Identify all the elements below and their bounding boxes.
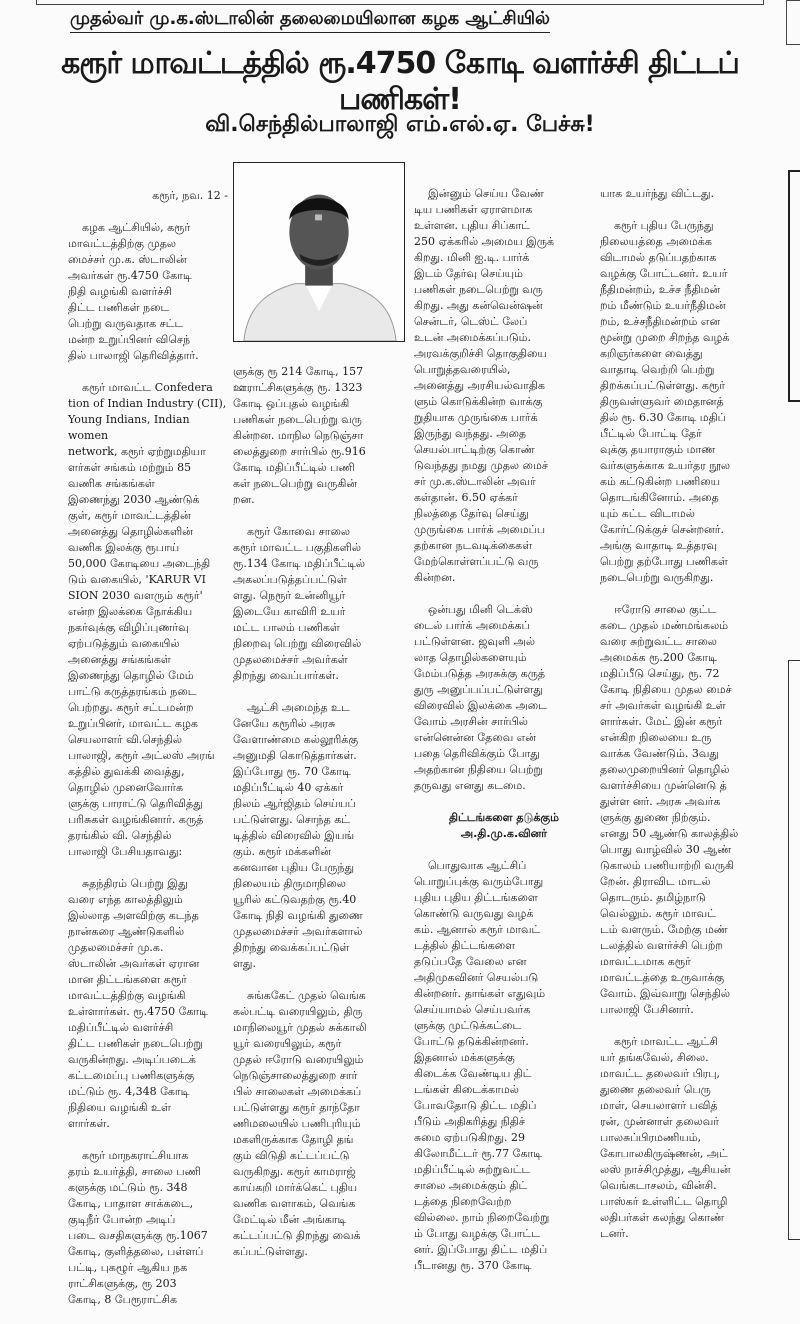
paragraph: இன்னும் செய்ய வேண் டிய பணிகள் ஏராளமாக உள்ளன. புதிய சிப்காட் 250 ஏக்கரில் அமைய இருக் கிறது. மினி ஐ.டி. பார்க் இடம் தேர்வு செய்யும் பணிகள் நடைபெற்று வரு கிறது. அது கன்வென்ஷன் சென்டர், டெஸ்ட் லேப் உடன் அமைக்கப்படும். அரவக்குறிச்சி தொகுதியை பொறுத்தவரையில், அனைத்து அரசியல்வாதிக ளும் கொடுக்கின்ற வாக்கு றுதியாக முருங்கை பார்க் இருந்து வந்தது. அதை செயல்பாட்டிற்கு கொண் டுவந்தது நமது முதல மைச் சர் மு.க.ஸ்டாலின் அவர் கள்தான். 6.50 ஏக்கர் நிலத்தை தேர்வு செய்து முருங்கை பார்க் அமைப்ப தற்கான நடவடிக்கைகள் மேற்கொள்ளப்பட்டு வரு கின்றன. xyxy=(414,187,555,584)
article-column-1 xyxy=(68,172,228,1324)
section-subheading: திட்டங்களை தடுக்கும் அ.தி.மு.க.வினர் xyxy=(449,811,559,840)
paragraph: ஈரோடு சாலை குட்ட கடை முதல் மண்மங்கலம் வரை சுற்றுவட்ட சாலை அமைக்க ரூ.200 கோடி மதிப்பீடு செய்து, ரூ. 72 கோடி நிதியை முதல மைச் சர் அவர்கள் வழங்கி உள் ளார்கள். மேட் இன் கரூர் என்கிற நிலையை உரு வாக்க வேண்டும். 3வது தலைமுறையினர் தொழில் வளர்ச்சியை முன்னெடு த் துள்ள னர். அரசு அவர்க ளுக்கு துணை நிற்கும். எனது 50 ஆண்டு காலத்தில் பொது வாழ்வில் 30 ஆண் டுகாலம் பணியாற்றி வருகி றேன். திராவிட மாடல் தொடரும். தமிழ்நாடு வெல்லும். கரூர் மாவட் டம் வளரும். மேற்கு மண் டலத்தில் வளர்ச்சி பெற்ற மாவட்டமாக கரூர் மாவட்டத்தை உருவாக்கு வோம். இவ்வாறு செந்தில் பாலாஜி பேசினார். xyxy=(600,603,739,1016)
paragraph: ஆட்சி அமைந்த உட னேயே கரூரில் அரசு வேளாண்மை கல்லூரிக்கு அனுமதி கொடுத்தார்கள். இப்போது ரூ. 70 கோடி மதிப்பீட்டில் 40 ஏக்கர் நிலம் ஆர்ஜிதம் செய்யப் பட்டுள்ளது. சொந்த கட் டித்தில் விரைவில் இயங் கும். கரூர் மக்களின் கனவான புதிய பேருந்து நிலையம் திருமாநிலை யூரில் கட்டுவதற்கு ரூ.40 கோடி நிதி வழங்கி துணை முதலமைச்சர் அவர்களால் திறந்து வைக்கப்பட்டுள் ளது. xyxy=(233,701,363,970)
paragraph: ளுக்கு ரூ 214 கோடி, 157 ஊராட்சிகளுக்கு ரூ. 1323 கோடி ஒப்புதல் வழங்கி பணிகள் நடைபெற்று வரு கின்றன. மாநில நெடுஞ்சா லைத்துறை சார்பில் ரூ.916 கோடி மதிப்பீட்டில் பணி கள் நடைபெற்று வருகின் றன. xyxy=(233,365,366,506)
paragraph: சுங்ககேட் முதல் வெங்க கல்பட்டி வரையிலும், திரு மாநிலையூர் முதல் சுக்காலி யூர் வரையிலும், கரூர் முதல் ஈரோடு வரையிலும் நெடுஞ்சாலைத்துறை சார் பில் சாலைகள் அமைக்கப் பட்டுள்ளது கரூர் தாந்தோ ணிமலையில் பணிபுரியும் மகளிருக்காக தோழி தங் கும் விடுதி கட்டப்பட்டு வருகிறது. கரூர் காமராஜ் காய்கறி மார்க்கெட் புதிய வணிக வளாகம், வெங்க மேட்டில் மீன் அங்காடி கட்டப்பட்டு திறந்து வைக் கப்பட்டுள்ளது. xyxy=(233,989,367,1258)
paragraph: கரூர் மாவட்ட Confedera tion of Indian Industry (CII), Young Indians, Indian women network, கரூர் ஏற்றுமதியா ளர்கள் சங்கம் மற்றும் 85 வணிக சங்கங்கள் இணைந்து 2030 ஆண்டுக் குள், கரூர் மாவட்டத்தின் அனைத்து தொழில்களின் வணிக இலக்கு ரூபாய் 50,000 கோடியை அடைந்தி டும் வகையில், 'KARUR VI SION 2030 வளரும் கரூர்' என்ற இலக்கை நோக்கிய நகர்வுக்கு விழிப்புணர்வு ஏற்படுத்தும் வகையில் அனைத்து சங்கங்கள் இணைந்து தொழில் மேம் பாட்டு கருத்தரங்கம் நடை பெற்றது. கரூர் சட்டமன்ற உறுப்பினர், மாவட்ட கழக செயலாளர் வி.செந்தில் பாலாஜி, கரூர் அட்லஸ் அரங் கத்தில் துவக்கி வைத்து, தொழில் முனைவோர்க ளுக்கு பாராட்டு தெரிவித்து பரிசுகள் வழங்கினார். கருத் தரங்கில் வி. செந்தில் பாலாஜி பேசியதாவது: xyxy=(68,381,227,858)
kicker-heading: முதல்வர் மு.க.ஸ்டாலின் தலைமையிலான கழக ஆட்சியில் xyxy=(70,8,550,33)
paragraph: கரூர் கோவை சாலை கரூர் மாவட்ட பகுதிகளில் ரூ.134 கோடி மதிப்பீட்டில் அகலப்படுத்தப்பட்டுள் ளது. நெரூர் உன்னியூர் இடையே காவிரி உயர் மட்ட பாலம் பணிகள் நிறைவு பெற்று விரைவில் முதலமைச்சர் அவர்கள் திறந்து வைப்பார்கள். xyxy=(233,525,366,682)
paragraph: யாக உயர்ந்து விட்டது. xyxy=(600,187,715,200)
article-column-3 xyxy=(414,170,594,1290)
adjacent-article-border xyxy=(786,0,800,45)
portrait-image xyxy=(234,163,404,341)
paragraph: பொதுவாக ஆட்சிப் பொறுப்புக்கு வரும்போது புதிய புதிய திட்டங்களை கொண்டு வருவது வழக் கம். ஆனால் கரூர் மாவட் டத்தில் திட்டங்களை தடுப்பதே வேலை என அதிமுகவினர் செயல்படு கின்றனர். தாங்கள் எதுவும் செய்யாமல் செய்பவர்க ளுக்கு முட்டுக்கட்டை போட்டு தடுக்கின்றனர். இதனால் மக்களுக்கு கிடைக்க வேண்டிய திட் டங்கள் கிடைக்காமல் போவதோடு திட்ட மதிப் பீடும் அதிகரித்து நிதிச் சுமை ஏற்படுகிறது. 29 கிலோமீட்டர் ரூ.77 கோடி மதிப்பீட்டில் சுற்றுவட்ட சாலை அமைக்கும் திட் டத்தை நிறைவேற்ற வில்லை. நாம் நிறைவேற்று ம் போது வழக்கு போட்ட னர். இப்போது திட்ட மதிப் பீடானது ரூ. 370 கோடி xyxy=(414,859,550,1272)
paragraph: சுதந்திரம் பெற்று இது வரை எந்த காலத்திலும் இல்லாத அளவிற்கு கடந்த நான்கரை ஆண்டுகளில் முதலமைச்சர் மு.க. ஸ்டாலின் அவர்கள் ஏரான மான திட்டங்களை கரூர் மாவட்டத்திற்கு வழங்கி உள்ளார்கள். ரூ.4750 கோடி மதிப்பீட்டில் வளர்ச்சி திட்ட பணிகள் நடைபெற்று வருகின்றது. அடிப்படைக் கட்டமைப்பு பணிகளுக்கு மட்டும் ரூ. 4,348 கோடி நிதியை வழங்கி உள் ளார்கள். xyxy=(68,877,208,1130)
paragraph: கழக ஆட்சியில், கரூர் மாவட்டத்திற்கு முதல மைச்சர் மு.க. ஸ்டாலின் அவர்கள் ரூ.4750 கோடி நிதி வழங்கி வளர்ச்சி திட்ட பணிகள் நடை பெற்று வருவதாக சட்ட மன்ற உறுப்பினர் விசெந் தில் பாலாஜி தெரிவித்தார். xyxy=(68,221,199,362)
paragraph: கரூர் மாவட்ட ஆட்சி யர் தங்கவேல், சிலை. மாவட்ட தலைவர் பிரபு, துணை தலைவர் பெரு மாள், செயலாளர் பவித் ரன், முன்னாள் தலைவர் பாலசுப்பிரமணியம், கோபாலகிருஷ்ணன், அட் லஸ் நாச்சிமுத்து, ஆசியன் வெங்கடாசலம், வின்சி. பாஸ்கர் உள்ளிட்ட தொழி லதிபர்கள் கலந்து கொண் டனர். xyxy=(600,1035,731,1240)
subheadline: வி.செந்தில்பாலாஜி எம்.எல்.ஏ. பேச்சு! xyxy=(205,112,595,137)
paragraph: கரூர் புதிய பேருந்து நிலையத்தை அமைக்க விடாமல் தடுப்பதற்காக வழக்கு போட்டனர். உயர் நீதிமன்றம், உச்ச நீதிமன் றம் மீண்டும் உயர்நீதிமன் றம், உச்சநீதிமன்றம் என மூன்று முறை சிறந்த வழக் கறிஞர்களை வைத்து வாதாடி வெற்றி பெற்று திறக்கப்பட்டுள்ளது. கரூர் திருவள்ளுவர் மைதானத் தில் ரூ. 6.30 கோடி மதிப் பீட்டில் போட்டி தேர் வுக்கு தயாராகும் மாண வர்களுக்காக உயர்தர நூல கம் கட்டுகின்ற பணியை தொடங்கினோம். அதை யும் கட்ட விடாமல் கோர்ட்டுக்குச் சென்றனர். அங்கு வாதாடி உத்தரவு பெற்று தற்போது பணிகள் நடைபெற்று வருகிறது. xyxy=(600,219,731,584)
paragraph: கரூர் மாநகராட்சியாக தரம் உயர்த்தி, சாலை பணி களுக்கு மட்டும் ரூ. 348 கோடி, பாதாள சாக்கடை, குடிநீர் போன்ற அடிப் படை வசதிகளுக்கு ரூ.1067 கோடி, குளித்தலை, பள்ளப் பட்டி, புகழூர் ஆகிய நக ராட்சிகளுக்கு, ரூ 203 கோடி, 8 பேரூராட்சிக xyxy=(68,1149,208,1306)
adjacent-article-border xyxy=(36,0,764,5)
article-column-2 xyxy=(233,348,407,1276)
headline: கரூர் மாவட்டத்தில் ரூ.4750 கோடி வளர்ச்சி திட்டப் பணிகள்! xyxy=(61,46,739,117)
article-column-4 xyxy=(600,170,782,1258)
dateline: கரூர், நவ. 12 - xyxy=(152,189,228,202)
adjacent-article-border xyxy=(788,660,800,1240)
portrait-photo xyxy=(233,162,405,342)
adjacent-article-border xyxy=(788,170,800,402)
paragraph: ஒன்பது மினி டெக்ஸ் டைல் பார்க் அமைக்கப் பட்டுள்ளன. ஜவுளி அல் லாத தொழில்களையும் மேம்படுத்த அரசுக்கு கருத் துரு அனுப்பப்பட்டுள்ளது விரைவில் இலக்கை அடை வோம் அரசின் சார்பில் என்னென்ன தேவை என் பதை தெரிவிக்கும் போது அதற்கான நிதியை பெற்று தருவது எனது கடமை. xyxy=(414,603,547,792)
